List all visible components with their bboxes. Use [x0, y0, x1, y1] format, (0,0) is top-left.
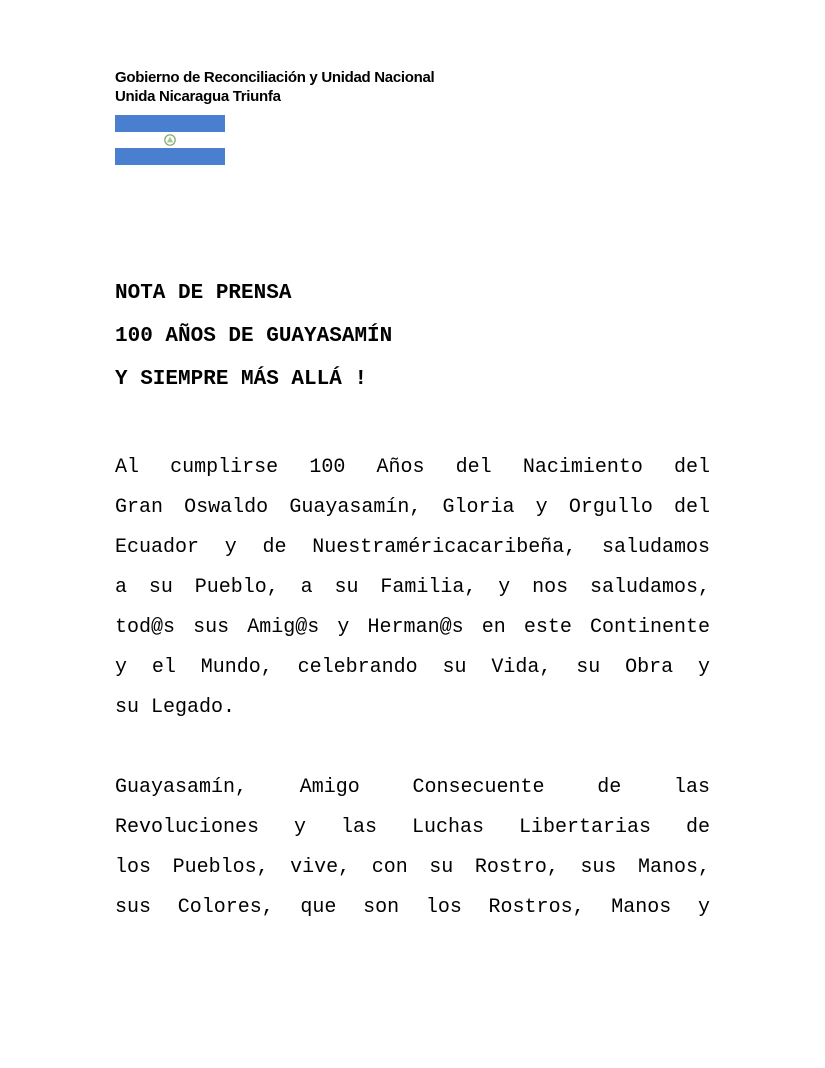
nicaragua-flag	[115, 115, 225, 165]
flag-bottom-stripe	[115, 148, 225, 165]
government-slogan: Unida Nicaragua Triunfa	[115, 88, 281, 105]
document-header	[115, 68, 434, 106]
text-line: Guayasamín, Amigo Consecuente de las	[115, 776, 710, 799]
text-line: su Legado.	[115, 696, 236, 719]
text-line: y el Mundo, celebrando su Vida, su Obra y	[115, 656, 710, 679]
government-name: Gobierno de Reconciliación y Unidad Nacional	[115, 69, 435, 86]
title-line-3: Y SIEMPRE MÁS ALLÁ !	[115, 368, 368, 391]
flag-top-stripe	[115, 115, 225, 132]
title-line-1: NOTA DE PRENSA	[115, 282, 292, 305]
text-line: Al cumplirse 100 Años del Nacimiento del	[115, 456, 710, 479]
text-line: tod@s sus Amig@s y Herman@s en este Continente	[115, 616, 710, 639]
paragraph-2	[115, 768, 710, 928]
text-line: sus Colores, que son los Rostros, Manos y	[115, 896, 710, 919]
paragraph-1	[115, 448, 710, 728]
text-line: Ecuador y de Nuestraméricacaribeña, saludamos	[115, 536, 710, 559]
text-line: Revoluciones y las Luchas Libertarias de	[115, 816, 710, 839]
text-line: a su Pueblo, a su Familia, y nos saludamos,	[115, 576, 710, 599]
press-release-title	[115, 272, 392, 401]
title-line-2: 100 AÑOS DE GUAYASAMÍN	[115, 325, 393, 348]
text-line: Gran Oswaldo Guayasamín, Gloria y Orgullo del	[115, 496, 710, 519]
text-line: los Pueblos, vive, con su Rostro, sus Manos,	[115, 856, 710, 879]
coat-of-arms-icon	[164, 134, 176, 146]
